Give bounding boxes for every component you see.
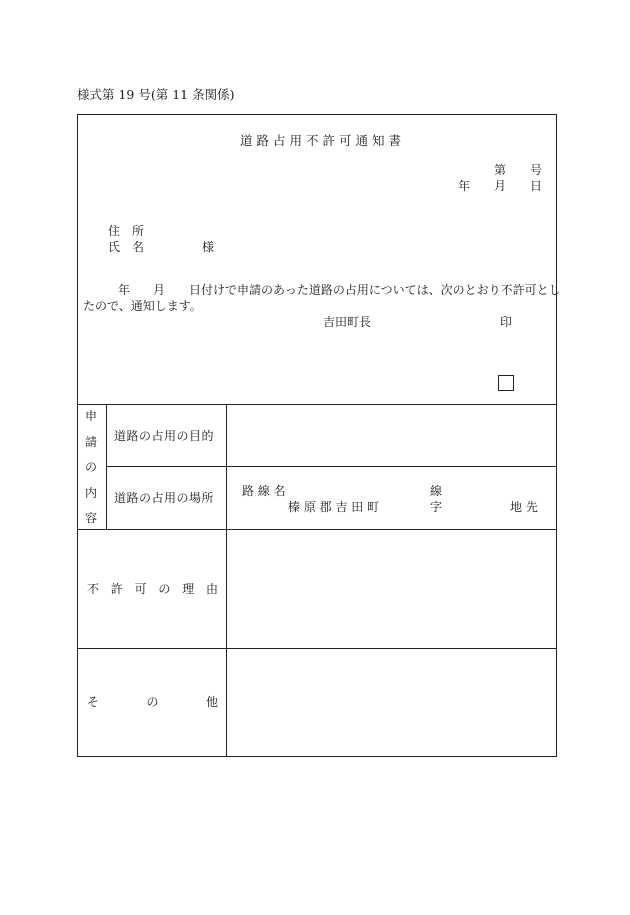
- route-name-label: 路 線 名: [242, 484, 286, 498]
- application-reason-divider: [77, 529, 556, 530]
- application-col-divider: [106, 404, 107, 529]
- aza-label: 字: [430, 500, 443, 514]
- line-suffix: 線: [430, 484, 443, 498]
- other-char-1: そ: [87, 695, 100, 709]
- issuer-name: 吉田町長: [323, 315, 372, 329]
- number-dai: 第: [494, 163, 507, 177]
- reason-other-divider: [77, 648, 556, 649]
- purpose-location-divider: [106, 466, 556, 467]
- application-char-5: 容: [85, 511, 98, 525]
- other-char-2: の: [146, 695, 159, 709]
- location-label: 道路の占用の場所: [114, 491, 215, 505]
- label-col-divider: [226, 404, 227, 756]
- application-char-1: 申: [85, 409, 98, 423]
- body-text-line1: 日付けで申請のあった道路の占用については、次のとおり不許可とし: [189, 283, 561, 297]
- other-char-3: 他: [205, 695, 218, 709]
- body-text-line2: たので、通知します。: [83, 299, 202, 313]
- other-label: [87, 695, 218, 709]
- reason-label: [87, 582, 218, 596]
- form-number-label: 様式第 19 号(第 11 条関係): [77, 87, 235, 102]
- date-year: 年: [458, 179, 471, 193]
- reason-char-2: 許: [110, 582, 123, 596]
- address-label: 住 所: [108, 224, 145, 238]
- reason-char-3: 可: [134, 582, 147, 596]
- reason-char-6: 由: [205, 582, 218, 596]
- reason-char-1: 不: [87, 582, 100, 596]
- date-month: 月: [494, 179, 507, 193]
- district-name: 榛 原 郡 吉 田 町: [288, 500, 380, 514]
- notice-title: 道路占用不許可通知書: [240, 133, 406, 148]
- application-char-2: 請: [85, 434, 98, 449]
- table-top-border: [77, 404, 556, 405]
- date-day: 日: [530, 179, 543, 193]
- number-go: 号: [530, 163, 543, 177]
- reason-char-5: 理: [182, 582, 195, 596]
- body-month: 月: [153, 283, 166, 297]
- seal-mark: 印: [500, 315, 513, 329]
- honorific-sama: 様: [202, 240, 215, 254]
- checkbox-square: [498, 375, 514, 391]
- reason-char-4: の: [158, 582, 171, 596]
- name-label: 氏 名: [108, 240, 145, 254]
- body-year: 年: [118, 283, 131, 297]
- application-content-label: [85, 409, 97, 525]
- application-char-4: 内: [85, 485, 98, 500]
- chisaki-label: 地 先: [510, 500, 538, 514]
- purpose-label: 道路の占用の目的: [114, 429, 215, 443]
- application-char-3: の: [85, 460, 98, 474]
